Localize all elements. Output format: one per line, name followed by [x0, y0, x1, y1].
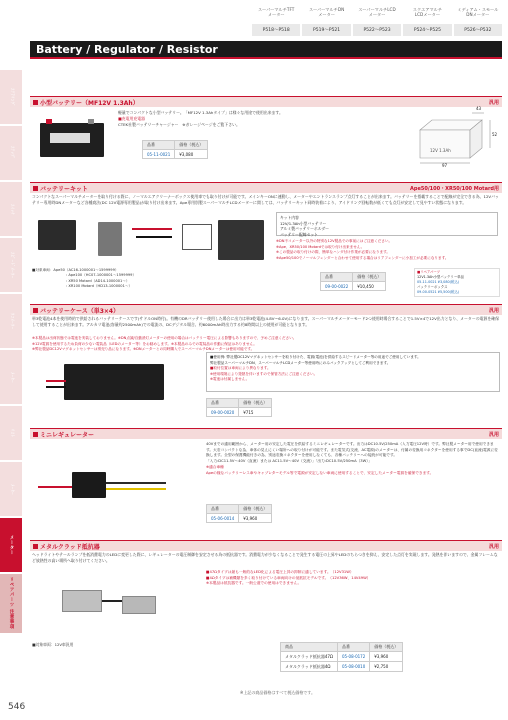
section-small-battery [30, 96, 502, 166]
series-tab-pages: P518〜P518 [252, 24, 300, 36]
repair-title: ■リペアパーツ [417, 270, 441, 274]
sidebar-tab-6[interactable] [0, 350, 22, 405]
sidebar-tab-repair[interactable] [0, 574, 22, 634]
series-tabs [252, 0, 502, 40]
s3-warnings [32, 336, 500, 353]
section-title: バッテリーキット [40, 185, 88, 193]
table-row[interactable] [321, 282, 386, 291]
part-number: 09-00-0020 [207, 408, 239, 417]
series-tab-pages: P522〜P523 [353, 24, 401, 36]
s1-charger-desc: CTEK社製バッテリーチャージャー ※ガレージページをご覧下さい。 [118, 122, 240, 128]
s5-price-table [280, 642, 403, 672]
sidebar-tab-label: メーター [9, 535, 14, 555]
part-number: 05-06-0014 [207, 514, 239, 523]
repair-item: バッテリーボックス [417, 284, 448, 289]
series-tab-tft[interactable] [252, 0, 300, 40]
section-tag: 汎用 [488, 307, 499, 314]
col-header: 価格（税込） [175, 141, 208, 150]
usage-line: ■使用例: 弊社製DC12Vマグネットセンサーを取り付けた、電源(電池)を供給するスピードメーター等の用途でご使用しています。 [210, 355, 421, 359]
series-tab-pages: P519〜P521 [302, 24, 350, 36]
col-header: 品番 [321, 273, 353, 282]
kit-item: バッテリー配線セット [280, 231, 318, 237]
s3-price-table [206, 398, 272, 417]
sidebar-tab-label: ﾒｰﾀｰ [9, 483, 14, 495]
series-tab-pages: P524〜P525 [403, 24, 451, 36]
col-header: 価格（税込） [239, 399, 272, 408]
target-vehicle: : XR100 Motard（HD13-1000001〜） [66, 284, 133, 289]
col-header: 商品 [281, 643, 338, 652]
s5-items [206, 570, 500, 587]
section-metal-clad-resistor [30, 540, 502, 680]
section-title: バッテリーケース（単3×4） [40, 307, 120, 315]
s5-warning: ※本製品は抵抗器です。一般公道での使用はできません。 [206, 581, 302, 586]
dimension-diagram [410, 110, 498, 168]
square-icon [33, 186, 38, 191]
sidebar-tab-label: ｽﾋﾟｰﾄﾞﾒｰﾀｰ [9, 251, 14, 279]
s4-price-table [206, 504, 272, 523]
table-row[interactable] [207, 408, 272, 417]
battery-photo [32, 109, 114, 166]
target-vehicle: : Ape100（HC07-1000001〜1599999） [66, 273, 137, 278]
col-header: 品番 [207, 399, 239, 408]
s4-note-title: ※適合車種 [206, 464, 224, 469]
s3-usage-box [206, 352, 500, 392]
series-tab-square[interactable] [403, 0, 451, 40]
usage-line: ■取付位置は車両により異なります。 [210, 366, 271, 371]
series-tab-name: スクエアマルチ LCDメーター [412, 6, 443, 17]
dim-width: 97 [442, 163, 448, 168]
battery-kit-photo [32, 214, 270, 266]
battery-case-photo [34, 354, 194, 412]
sidebar-tab-label: ﾘｽﾄ [9, 428, 14, 438]
price: ¥3,080 [175, 150, 208, 159]
table-row[interactable] [281, 662, 403, 672]
dim-depth: 43 [476, 106, 482, 111]
sidebar-tab-label: ｽｲｯﾁ [9, 203, 14, 215]
s3-desc: 単3乾電池4本を使用時的で供給されるバッテリーケースです(サドルON時付)。有機のDRバッテリー使用した場合に出力は単3乾電池(4.8V〜6.0V)になります。スーパーマルチメーターモード2つ使用時場合することで1.5V×4で12V出力となり、メーターの電源を確保して使用することが出来ます。アルカリ電池(容量約2500mAh)での電流の、DCデジタル場合、約6000mAh時出力する約8時間以上の使用が可能となります。 [32, 316, 500, 328]
col-header: 価格（税込） [239, 505, 272, 514]
s1-desc: 軽量でコンパクトな小型バッテリー。「MF12V 1.3Ahタイプ」は様々な用途で使用出来ます。 [118, 110, 283, 115]
table-row[interactable] [281, 652, 403, 662]
sidebar-tab-8[interactable] [0, 462, 22, 517]
s2-price-table [320, 272, 386, 291]
target-vehicle: : XR50 Motard（AD14-1000001〜） [66, 278, 130, 283]
s1-charger-heading: ■充電用充電器 [118, 116, 146, 122]
section-title: 小型バッテリー（MF12V 1.3Ah） [40, 99, 139, 107]
footnote: ※上記の商品価格はすべて税込価格です。 [240, 690, 315, 695]
sidebar-tab-4[interactable] [0, 238, 22, 293]
s2-repair-parts [414, 268, 500, 297]
section-header [30, 96, 502, 107]
note-line: ※Ape50/100でノーマルフェンダーと合わせて使用する場合はリアフェンダーに小加工が必要になります。 [276, 255, 449, 260]
section-tag: 汎用 [488, 543, 499, 550]
price: ¥715 [239, 408, 272, 417]
section-header [30, 304, 502, 315]
section-header [30, 540, 502, 551]
s4-note: Apeの様なバッテリーレス車やキャブレターモデル等で電源が安定しない車両に使用することで、安定したメーター電源を確保できます。 [206, 470, 434, 475]
note-line: ※この製品の取り付けの際、簡単なハンダ付け作業が必要になります。 [276, 250, 390, 255]
series-tab-name: スーパーマルチTFT メーター [258, 6, 295, 17]
usage-line: 弊社製品スーパーマルチDN、スーパーマルチLCDメーター等使用時にのみバックアップとしてご利用できます。 [210, 360, 391, 365]
sidebar-tab-label: ｽﾃｱﾘﾝｸﾞ [9, 87, 14, 107]
square-icon [33, 308, 38, 313]
part-number: 05-08-0172 [338, 652, 370, 662]
repair-item: 09-00-0521 ¥5,500(税込) [417, 289, 460, 294]
note-line: ※Ape、XR50/100 Motardでは取り付け出来ません。 [276, 244, 365, 249]
sidebar-tab-label: リペアパーツ 注意事項 [9, 577, 14, 630]
table-row[interactable] [207, 514, 272, 523]
section-header [30, 428, 502, 439]
sidebar-tab-1[interactable] [0, 70, 22, 125]
kit-item: アルミ製バッテリーホルダー [280, 226, 330, 231]
series-tab-name: ミディアム・スモール DNメーター [457, 6, 499, 17]
part-number: 05-08-0010 [338, 662, 370, 672]
target-vehicles-label: ■対象車両：Ape50（AC16-1000001〜1599999） [32, 268, 119, 272]
col-header: 価格（税込） [353, 273, 386, 282]
square-icon [33, 432, 38, 437]
battery-dimension-diagram [410, 106, 498, 168]
series-tab-pages: P526〜P532 [454, 24, 502, 36]
s4-desc: 40Vまでの適用範囲から、メーター用の安定した電圧を供給するミニレギュレーターです。出力はDC10.5V/250mA（入力電圧12V時）です。弊社製メーター用で使用できます。大変コンパクトな為、車体の見えにくい場所への取り付けが可能です。また電気式(交流、AC電源)のメーターは、付属の変換用コネクターを使用する事でDC(直流)電源に変換します。全型の保護機能付きの為、別途変換コネクターを使用しなくても、各種バッテリーへの接続が可能です。 [206, 442, 498, 458]
section-title: メタルクラッド抵抗器 [40, 543, 100, 551]
page-number: 546 [8, 702, 26, 712]
sidebar-tab-label: ﾀｺﾒｰﾀｰ [9, 312, 14, 330]
col-header: 品番 [338, 643, 370, 652]
s4-spec: 「入力:DC11.5V〜40V（直流）または AC11.5V〜40V（交流）」「出力:DC10.5V/250mA（3W）」 [206, 459, 372, 464]
series-tab-name: スーパーマルチDN メーター [308, 6, 345, 17]
s5-desc: ヘッドライトやテールランプを低消費電力のLEDに変更した際に、レギュレーターの電圧制御を安定させる為の抵抗器です。消費電力が少なくなることで発生する電圧の上昇やLEDのちらつきを抑え、安定した点灯を実現します。発熱を伴いますので、金属フレームなど放熱性の高い場所へ取り付けてください。 [32, 552, 498, 564]
section-mini-regulator [30, 428, 502, 536]
product-name: メタルクラッド抵抗器4Ω [281, 662, 338, 672]
s2-desc: コンパクトなスーパーマルチメーターを取り付ける際に、ノーマルエアクリーナーボックス使用車でも取り付けが可能です。メインキーONに連動し、メーターやエントランスランプ点灯することが出来ます。バッテリーを搭載することで配線が完全できる為、12Vバッテリー専用時DNメーターなど各種商法(DC 12V電源専用製品)が取り付け出来ます。Ape専用別製スーパーマルチLCDメーターに関しては、バッテリーキット同時装着により、アイドリング回転数が低くても点灯が安定して見やすい状態になります。 [32, 194, 499, 206]
square-icon [33, 544, 38, 549]
usage-line: ※電池は付属しません。 [210, 377, 250, 382]
warning-line: ※12V電源を使用するため負荷の少ない電装品（LEDのメーター等）をお勧めします。※本製品のみでの電装品の作動に保証はありません。 [32, 341, 257, 346]
sidebar-tab-meter[interactable] [0, 518, 22, 573]
s4-text [206, 442, 500, 476]
product-name: メタルクラッド抵抗器47Ω [281, 652, 338, 662]
s2-targets [32, 268, 272, 290]
part-number: 09-00-0022 [321, 282, 353, 291]
square-icon [33, 100, 38, 105]
kit-contents-title: キット内容 [280, 215, 299, 220]
price: ¥3,960 [370, 652, 403, 662]
price: ¥2,750 [370, 662, 403, 672]
s5-targets: ■対象車両：12V車汎用 [32, 642, 74, 647]
s2-notes [276, 239, 498, 261]
col-header: 品番 [143, 141, 175, 150]
svg-text:12V 1.3Ah: 12V 1.3Ah [430, 148, 451, 153]
s5-item: ■47Ωタイプは最も一般的なLED化による電圧上昇の抑制に適しています。（12V31W） [206, 570, 354, 574]
section-tag: 汎用 [488, 99, 499, 106]
section-header [30, 182, 502, 193]
sidebar-tab-2[interactable] [0, 126, 22, 181]
col-header: 価格（税込） [370, 643, 403, 652]
sidebar-tab-5[interactable] [0, 294, 22, 349]
regulator-photo [32, 442, 196, 530]
part-number: 05-11-0021 [143, 150, 175, 159]
dim-height: 52 [492, 132, 498, 137]
warning-line: ※本製品は出荷状態では電池を実装しておりません。※DN点滅/自動消灯メーターの使用の場合はバッテリー電圧による影響もありますので、予めご注意ください。 [32, 336, 297, 340]
series-tab-name: スーパーマルチLCD メーター [358, 6, 396, 17]
section-tag: 汎用 [488, 431, 499, 438]
sidebar-tab-7[interactable] [0, 406, 22, 461]
s1-price-table [142, 140, 208, 159]
sidebar-tab-label: ﾒｰﾀｰ [9, 371, 14, 383]
section-tag: Ape50/100・XR50/100 Motard用 [410, 185, 499, 192]
section-title: ミニレギュレーター [40, 431, 95, 439]
price: ¥10,450 [353, 282, 386, 291]
warning-line: ※弊社製品DC12Vマグネットセンサーは別売り品になります。※DNメーターとの同時購入でスーパーマルチDNメーターは使用可能です。 [32, 347, 255, 352]
table-row[interactable] [143, 150, 208, 159]
sidebar-tab-label: ｽﾃｯﾌﾟ [9, 146, 14, 160]
section-battery-kit [30, 182, 502, 302]
repair-item: 05-11-0021 ¥3,080(税込) [417, 279, 460, 284]
sidebar-tab-3[interactable] [0, 182, 22, 237]
series-tab-dn[interactable] [302, 0, 350, 40]
resistor-photo [32, 570, 196, 640]
s5-item: ■4Ωタイプは補機類を多く取り付けている車両向けの低抵抗モデルです。（12V36W、14V49W） [206, 575, 371, 580]
kit-item: 12V/1.3Ah小型バッテリー [280, 220, 327, 226]
sidebar [0, 0, 22, 700]
col-header: 品番 [207, 505, 239, 514]
price: ¥3,960 [239, 514, 272, 523]
series-tab-medium[interactable] [454, 0, 502, 40]
note-line: ※DN不コメーター以外の特別な12V製品での事前にはご注意ください。 [276, 239, 393, 243]
usage-line: ※使用環境により発熱を伴いますので保管方法にご注意ください。 [210, 371, 318, 376]
page-title: Battery / Regulator / Resistor [30, 41, 502, 59]
kit-contents-box [276, 212, 498, 236]
series-tab-lcd[interactable] [353, 0, 401, 40]
repair-item: 12V1.3Ah小型バッテリー単品 [417, 274, 465, 279]
section-battery-case [30, 304, 502, 424]
